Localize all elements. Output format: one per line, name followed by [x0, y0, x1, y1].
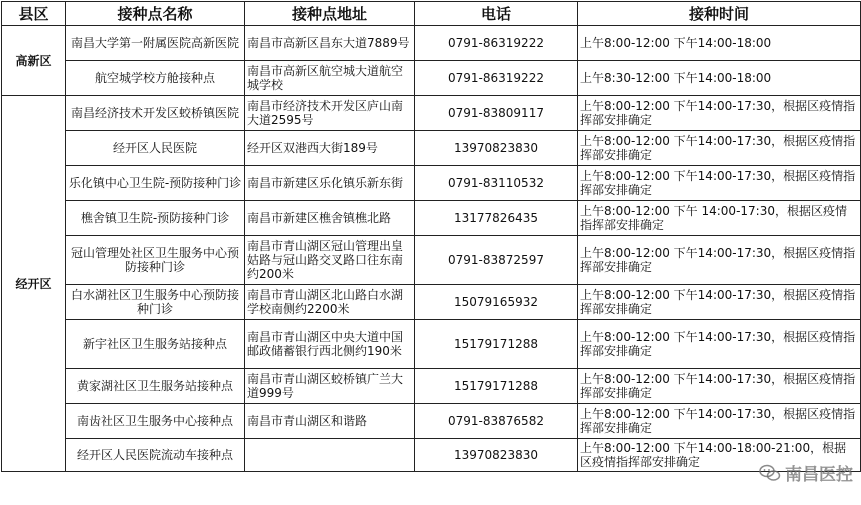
table-row [2, 61, 861, 96]
table-row [2, 404, 861, 439]
site-phone: 0791-86319222 [415, 61, 578, 96]
site-time: 上午8:00-12:00 下午14:00-18:00-21:00，根据区疫情指挥部安排确定 [578, 439, 861, 472]
site-address: 南昌市青山湖区和谐路 [245, 404, 415, 439]
watermark-text: 南昌医控 [785, 465, 853, 485]
table-row [2, 285, 861, 320]
site-phone: 0791-83876582 [415, 404, 578, 439]
site-time: 上午8:00-12:00 下午14:00-17:30，根据区疫情指挥部安排确定 [578, 285, 861, 320]
site-phone: 0791-83110532 [415, 166, 578, 201]
site-address: 南昌市青山湖区冠山管理出皇姑路与冠山路交叉路口往东南约200米 [245, 236, 415, 285]
site-address: 南昌市高新区昌东大道7889号 [245, 26, 415, 61]
table-row [2, 96, 861, 131]
site-phone: 13970823830 [415, 131, 578, 166]
site-address: 南昌市青山湖区北山路白水湖学校南侧约2200米 [245, 285, 415, 320]
site-address: 南昌市新建区乐化镇乐新东街 [245, 166, 415, 201]
site-address: 南昌市青山湖区中央大道中国邮政储蓄银行西北侧约190米 [245, 320, 415, 369]
vaccination-sites-table [1, 1, 861, 472]
site-address [245, 439, 415, 472]
site-name: 乐化镇中心卫生院-预防接种门诊 [66, 166, 245, 201]
site-name: 航空城学校方舱接种点 [66, 61, 245, 96]
table-row [2, 439, 861, 472]
site-address: 南昌市经济技术开发区庐山南大道2595号 [245, 96, 415, 131]
site-phone: 15079165932 [415, 285, 578, 320]
site-name: 南昌经济技术开发区蛟桥镇医院 [66, 96, 245, 131]
site-time: 上午8:00-12:00 下午14:00-17:30，根据区疫情指挥部安排确定 [578, 131, 861, 166]
site-phone: 15179171288 [415, 320, 578, 369]
site-phone: 0791-86319222 [415, 26, 578, 61]
site-time: 上午8:00-12:00 下午14:00-17:30，根据区疫情指挥部安排确定 [578, 404, 861, 439]
site-time: 上午8:00-12:00 下午14:00-17:30，根据区疫情指挥部安排确定 [578, 96, 861, 131]
site-time: 上午8:00-12:00 下午14:00-17:30，根据区疫情指挥部安排确定 [578, 369, 861, 404]
watermark [759, 460, 853, 485]
site-time: 上午8:00-12:00 下午14:00-17:30，根据区疫情指挥部安排确定 [578, 320, 861, 369]
site-address: 南昌市高新区航空城大道航空城学校 [245, 61, 415, 96]
site-name: 冠山管理处社区卫生服务中心预防接种门诊 [66, 236, 245, 285]
header-row [2, 2, 861, 26]
site-name: 经开区人民医院 [66, 131, 245, 166]
site-time: 上午8:30-12:00 下午14:00-18:00 [578, 61, 861, 96]
table-row [2, 320, 861, 369]
table-row [2, 236, 861, 285]
site-time: 上午8:00-12:00 下午 14:00-17:30，根据区疫情指挥部安排确定 [578, 201, 861, 236]
header-time: 接种时间 [578, 2, 861, 26]
header-phone: 电话 [415, 2, 578, 26]
table-row [2, 201, 861, 236]
district-gaoxin: 高新区 [2, 26, 66, 96]
site-phone: 0791-83872597 [415, 236, 578, 285]
site-name: 黄家湖社区卫生服务站接种点 [66, 369, 245, 404]
site-name: 经开区人民医院流动车接种点 [66, 439, 245, 472]
site-name: 樵舍镇卫生院-预防接种门诊 [66, 201, 245, 236]
site-phone: 0791-83809117 [415, 96, 578, 131]
site-name: 白水湖社区卫生服务中心预防接种门诊 [66, 285, 245, 320]
table-row [2, 166, 861, 201]
site-name: 新宇社区卫生服务站接种点 [66, 320, 245, 369]
table-row [2, 369, 861, 404]
table-row [2, 131, 861, 166]
table-row [2, 26, 861, 61]
header-site-address: 接种点地址 [245, 2, 415, 26]
site-name: 南齿社区卫生服务中心接种点 [66, 404, 245, 439]
site-time: 上午8:00-12:00 下午14:00-18:00 [578, 26, 861, 61]
header-site-name: 接种点名称 [66, 2, 245, 26]
header-county: 县区 [2, 2, 66, 26]
site-time: 上午8:00-12:00 下午14:00-17:30，根据区疫情指挥部安排确定 [578, 236, 861, 285]
site-address: 南昌市新建区樵舍镇樵北路 [245, 201, 415, 236]
site-time: 上午8:00-12:00 下午14:00-17:30，根据区疫情指挥部安排确定 [578, 166, 861, 201]
site-phone: 15179171288 [415, 369, 578, 404]
site-address: 经开区双港西大街189号 [245, 131, 415, 166]
district-jingkai: 经开区 [2, 96, 66, 472]
wechat-icon [759, 464, 781, 482]
site-name: 南昌大学第一附属医院高新医院 [66, 26, 245, 61]
site-phone: 13970823830 [415, 439, 578, 472]
site-address: 南昌市青山湖区蛟桥镇广兰大道999号 [245, 369, 415, 404]
site-phone: 13177826435 [415, 201, 578, 236]
